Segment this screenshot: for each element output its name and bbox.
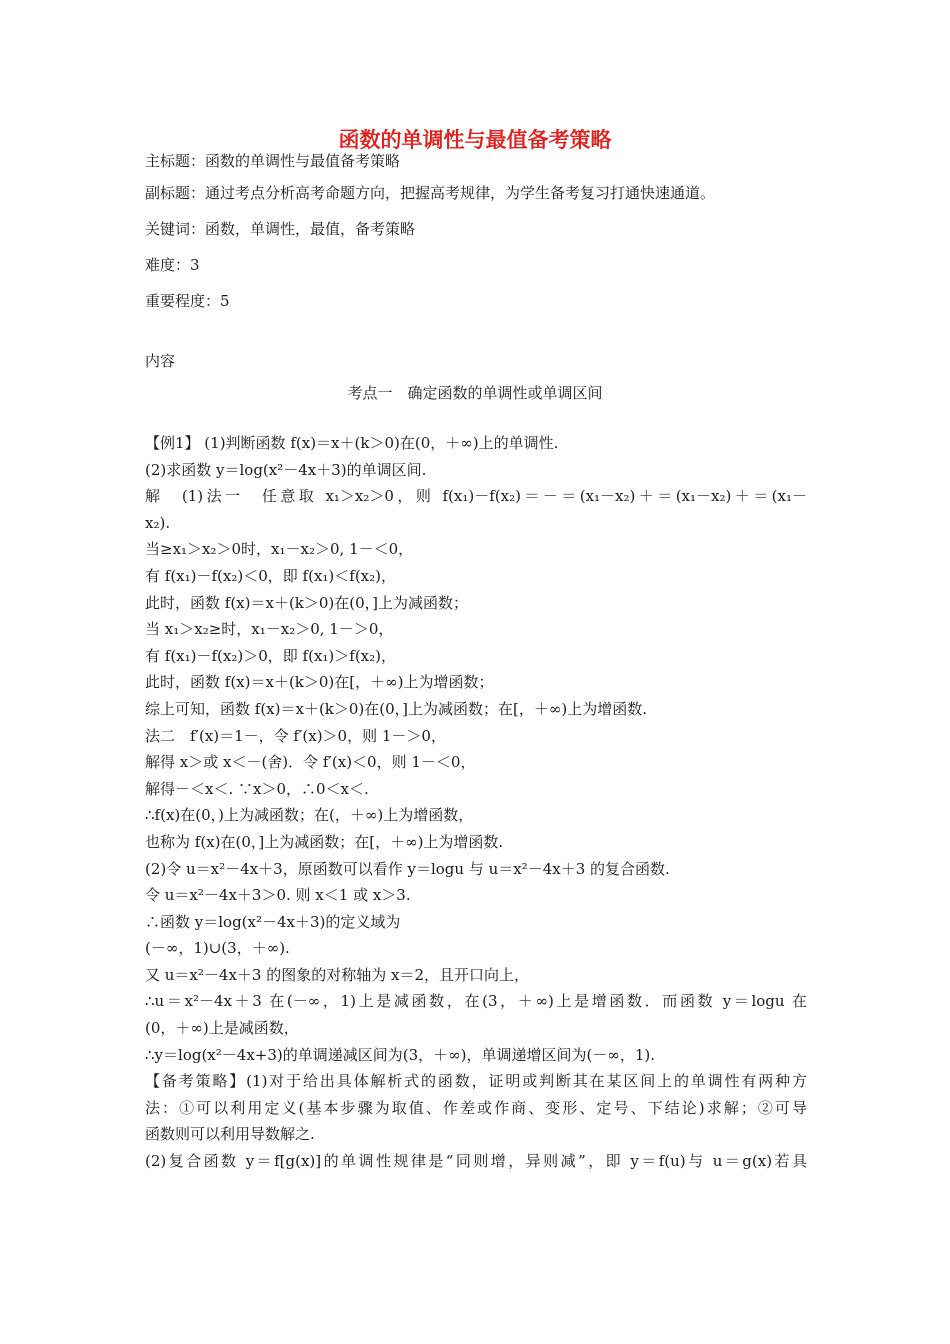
body-line: (－∞，1)∪(3，＋∞). (145, 939, 290, 958)
body-line: 解得－＜x＜. ∵x＞0，∴0＜x＜. (145, 779, 369, 798)
body-line: 法二 f′(x)＝1－，令 f′(x)＞0，则 1－＞0， (145, 726, 446, 745)
body-line: ∴u＝x²－4x＋3 在(－∞，1)上是减函数，在(3，＋∞)上是增函数．而函数 y＝logu 在 (145, 992, 807, 1011)
body-line: 又 u＝x²－4x＋3 的图象的对称轴为 x＝2，且开口向上， (145, 965, 529, 984)
body-line: 解 (1)法一 任意取 x₁＞x₂＞0，则 f(x₁)－f(x₂)＝－＝(x₁－x₂)＋＝(x₁－x₂)＋＝(x₁－ (145, 487, 807, 506)
body-line: 有 f(x₁)－f(x₂)＜0，即 f(x₁)＜f(x₂)， (145, 566, 396, 585)
meta-main-title: 主标题：函数的单调性与最值备考策略 (145, 152, 401, 170)
meta-keywords: 关键词：函数，单调性，最值，备考策略 (145, 220, 416, 238)
body-line: 函数则可以利用导数解之. (145, 1125, 315, 1144)
body-line: 【备考策略】(1)对于给出具体解析式的函数，证明或判断其在某区间上的单调性有两种方 (145, 1072, 807, 1091)
body-line: (2)求函数 y＝log(x²－4x＋3)的单调区间. (145, 460, 427, 479)
body-line: 当≥x₁＞x₂＞0时，x₁－x₂＞0, 1－＜0， (145, 540, 414, 559)
document-title: 函数的单调性与最值备考策略 (338, 128, 612, 152)
body-line: 此时，函数 f(x)＝x＋(k＞0)在(0，]上为减函数； (145, 593, 469, 612)
body-line: (2)复合函数 y＝f[g(x)]的单调性规律是“同则增，异则减”，即 y＝f(u)与 u＝g(x)若具 (145, 1152, 807, 1171)
body-line: 此时，函数 f(x)＝x＋(k＞0)在[，＋∞)上为增函数； (145, 673, 494, 692)
body-line: ∴函数 y＝log(x²－4x＋3)的定义域为 (145, 912, 401, 931)
meta-difficulty: 难度：3 (145, 256, 200, 274)
body-line: 【例1】 (1)判断函数 f(x)＝x＋(k＞0)在(0，＋∞)上的单调性. (145, 434, 559, 452)
document-body (145, 430, 807, 1175)
meta-importance: 重要程度：5 (145, 292, 230, 310)
body-line: 综上可知，函数 f(x)＝x＋(k＞0)在(0，]上为减函数；在[，＋∞)上为增函数. (145, 699, 647, 718)
body-line: 令 u＝x²－4x＋3＞0. 则 x＜1 或 x＞3. (145, 886, 411, 905)
body-line: 也称为 f(x)在(0，]上为减函数；在[，＋∞)上为增函数. (145, 832, 504, 851)
body-line: 解得 x＞或 x＜－(舍)．令 f′(x)＜0，则 1－＜0， (145, 753, 476, 772)
body-line: 法：①可以利用定义(基本步骤为取值、作差或作商、变形、定号、下结论)求解；②可导 (145, 1098, 807, 1117)
section-heading: 考点一 确定函数的单调性或单调区间 (347, 384, 603, 402)
body-line: 当 x₁＞x₂≥时，x₁－x₂＞0, 1－＞0， (145, 620, 394, 639)
body-line: ∴f(x)在(0，)上为减函数；在(，＋∞)上为增函数， (145, 806, 474, 825)
content-label: 内容 (145, 352, 176, 370)
meta-subtitle: 副标题：通过考点分析高考命题方向，把握高考规律，为学生备考复习打通快速通道。 (145, 184, 716, 202)
body-line: (2)令 u＝x²－4x＋3，原函数可以看作 y＝logu 与 u＝x²－4x＋3 的复合函数. (145, 859, 670, 878)
body-line: (0，＋∞)上是减函数， (145, 1019, 299, 1038)
body-line: ∴y＝log(x²－4x+3)的单调递减区间为(3，＋∞)，单调递增区间为(－∞，1). (145, 1045, 655, 1064)
body-line: 有 f(x₁)－f(x₂)＞0，即 f(x₁)＞f(x₂)， (145, 646, 396, 665)
body-line: x₂). (145, 513, 171, 532)
